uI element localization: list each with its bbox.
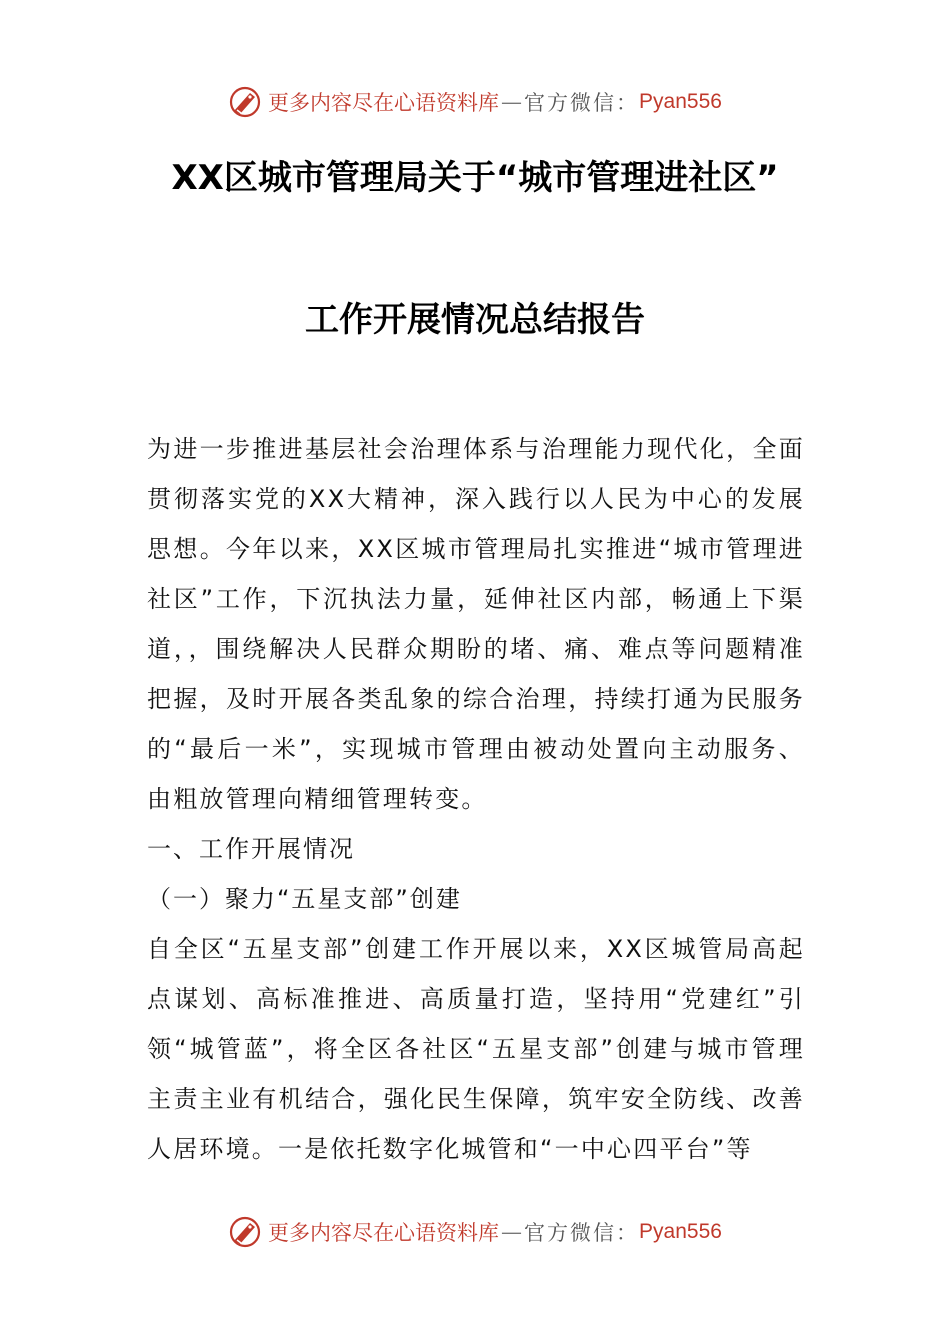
watermark-site-text: 更多内容尽在心语资料库: [268, 91, 500, 115]
intro-paragraph: 为进一步推进基层社会治理体系与治理能力现代化，全面贯彻落实党的XX大精神，深入践行以人民为中心的发展思想。今年以来，XX区城市管理局扎实推进“城市管理进社区”工作，下沉执法力量，延伸社区内部，畅通上下渠道，，围绕解决人民群众期盼的堵、痛、难点等问题精准把握，及时开展各类乱象的综合治理，持续打通为民服务的“最后一米”，实现城市管理由被动处置向主动服务、由粗放管理向精细管理转变。: [147, 435, 805, 813]
watermark-banner-bottom: [0, 1212, 950, 1252]
watermark-wechat-label: 官方微信：: [524, 91, 640, 115]
document-body: [147, 424, 805, 1174]
watermark-wechat-label: 官方微信：: [524, 1221, 640, 1245]
watermark-dash: —: [501, 90, 523, 114]
watermark-wechat-id: Pyan556: [639, 90, 722, 113]
section-heading-1: 一、工作开展情况: [147, 835, 355, 863]
pen-nib-circle-icon: [228, 1215, 262, 1249]
subsection-heading-1: （一）聚力“五星支部”创建: [147, 885, 462, 913]
watermark-dash: —: [501, 1220, 523, 1244]
document-title-line-2: 工作开展情况总结报告: [305, 300, 645, 340]
subsection-1-paragraph: 自全区“五星支部”创建工作开展以来，XX区城管局高起点谋划、高标准推进、高质量打造，坚持用“党建红”引领“城管蓝”，将全区各社区“五星支部”创建与城市管理主责主业有机结合，强化民生保障，筑牢安全防线、改善人居环境。一是依托数字化城管和“一中心四平台”等: [147, 935, 805, 1163]
watermark-banner-top: [0, 82, 950, 122]
pen-nib-circle-icon: [228, 85, 262, 119]
watermark-site-text: 更多内容尽在心语资料库: [268, 1221, 500, 1245]
document-title-line-1: XX区城市管理局关于“城市管理进社区”: [171, 158, 779, 198]
watermark-wechat-id: Pyan556: [639, 1220, 722, 1243]
